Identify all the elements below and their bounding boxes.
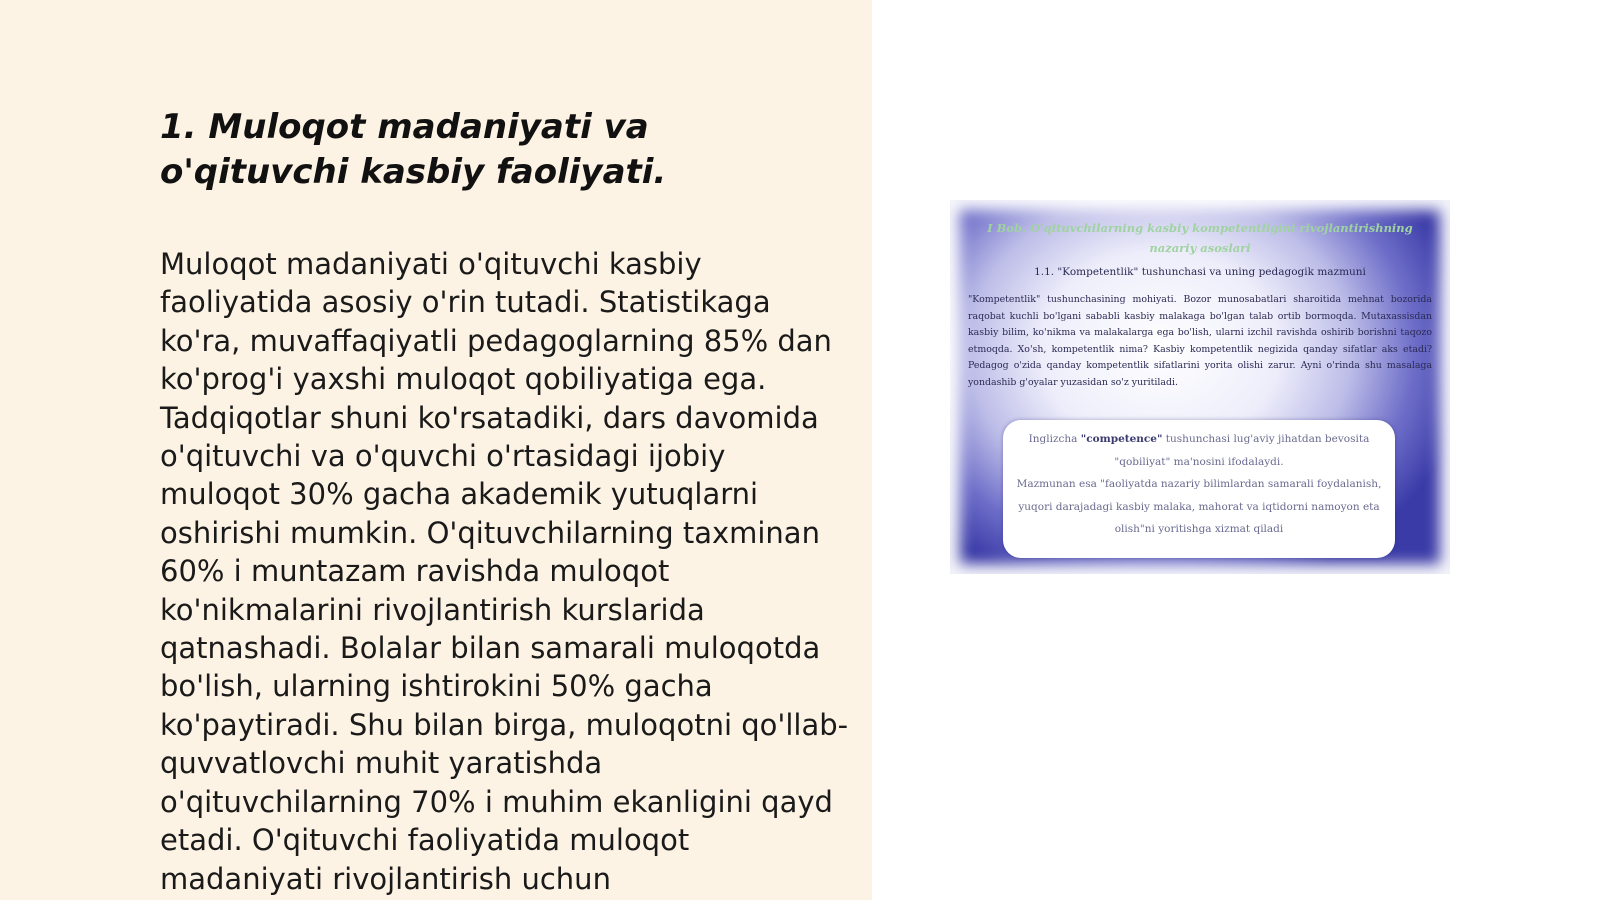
figure-paragraph: "Kompetentlik" tushunchasining mohiyati. Bozor munosabatlari sharoitida mehnat bozorida raqobat kuchli bo'lgani sababli kasbiy malakaga bo'lgan talab ortib bormoqda. Mutaxassisdan kasbiy bilim, ko'nikma va malakalarga ega bo'lish, ularni izchil ravishda oshirib borishni taqozo etmoqda. Xo'sh, kompetentlik nima? Kasbiy kompetentlik negizida qanday sifatlar aks etadi? Pedagog o'zida qanday kompetentlik sifatlarini yorita olishi zarur. Ayni o'rinda shu masalaga yondashib g'oyalar yuzasidan so'z yuritiladi. (968, 294, 1432, 388)
figure-section-heading: 1.1. "Kompetentlik" tushunchasi va uning pedagogik mazmuni (1034, 266, 1366, 278)
definition-box (1003, 420, 1395, 558)
definition-prefix: Inglizcha (1028, 433, 1081, 445)
definition-line-1 (1015, 428, 1383, 473)
slide-body-text: Muloqot madaniyati o'qituvchi kasbiy faoliyatida asosiy o'rin tutadi. Statistikaga ko'ra, muvaffaqiyatli pedagoglarning 85% dan ko'prog'i yaxshi muloqot qobiliyatiga ega. Tadqiqotlar shuni ko'rsatadiki, dars davomida o'qituvchi va o'quvchi o'rtasidagi ijobiy muloqot 30% gacha akademik yutuqlarni oshirishi mumkin. O'qituvchilarning taxminan 60% i muntazam ravishda muloqot ko'nikmalarini rivojlantirish kurslarida qatnashadi. Bolalar bilan samarali muloqotda bo'lish, ularning ishtirokini 50% gacha ko'paytiradi. Shu bilan birga, muloqotni qo'llab-quvvatlovchi muhit yaratishda o'qituvchilarning 70% i muhim ekanligini qayd etadi. O'qituvchi faoliyatida muloqot madaniyati rivojlantirish uchun (160, 247, 849, 896)
definition-term: "competence" (1080, 433, 1163, 445)
figure-chapter-heading: I Bob. O'qituvchilarning kasbiy kompetentligini rivojlantirishning nazariy asoslari (987, 221, 1413, 255)
textbook-page-image (950, 200, 1450, 574)
slide-title: 1. Muloqot madaniyati va o'qituvchi kasbiy faoliyati. (160, 107, 667, 192)
definition-line-2: Mazmunan esa "faoliyatda nazariy bilimlardan samarali foydalanish, yuqori darajadagi kasbiy malaka, mahorat va iqtidorni namoyon eta olish"ni yoritishga xizmat qiladi (1016, 478, 1382, 535)
definition-suffix: tushunchasi lug'aviy jihatdan bevosita "qobiliyat" ma'nosini ifodalaydi. (1114, 433, 1370, 468)
